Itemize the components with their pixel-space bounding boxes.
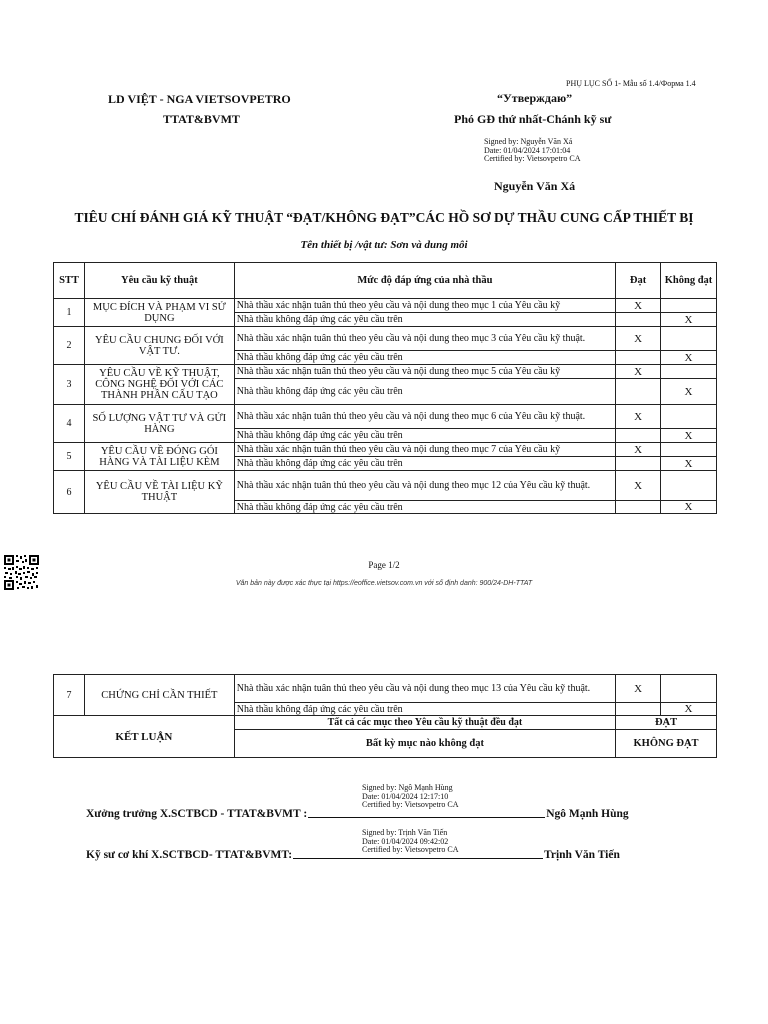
appendix-label: PHỤ LỤC SỐ 1- Mẫu số 1.4/Форма 1.4 [566, 79, 696, 88]
department: TTAT&BVMT [163, 112, 240, 126]
signature-block-approver [484, 138, 580, 164]
pass-mark: X [616, 405, 661, 429]
response-compliant: Nhà thầu xác nhận tuân thủ theo yêu cầu và nội dung theo mục 1 của Yêu cầu kỹ [234, 299, 615, 313]
conclusion-fail-result: KHÔNG ĐẠT [616, 730, 717, 758]
response-compliant: Nhà thầu xác nhận tuân thủ theo yêu cầu và nội dung theo mục 13 của Yêu cầu kỹ thuật. [234, 675, 615, 703]
signature-underline [308, 817, 545, 818]
table-header-row [54, 263, 717, 299]
org-name: LD VIỆT - NGA VIETSOVPETRO [108, 92, 291, 106]
table-row [54, 299, 717, 313]
signature-block-workshop-head [362, 784, 458, 810]
response-noncompliant: Nhà thầu không đáp ứng các yêu cầu trên [234, 429, 615, 443]
response-compliant: Nhà thầu xác nhận tuân thủ theo yêu cầu và nội dung theo mục 12 của Yêu cầu kỹ thuật. [234, 471, 615, 501]
signature-line: Certified by: Vietsovpetro CA [362, 845, 459, 854]
pass-mark: X [616, 327, 661, 351]
document-subtitle: Tên thiết bị /vật tư: Sơn và dung môi [300, 239, 468, 251]
evaluation-table [53, 262, 717, 514]
row-number: 5 [54, 443, 85, 471]
response-noncompliant: Nhà thầu không đáp ứng các yêu cầu trên [234, 379, 615, 405]
signature-line: Signed by: Trịnh Văn Tiến [362, 828, 448, 837]
response-compliant: Nhà thầu xác nhận tuân thủ theo yêu cầu và nội dung theo mục 6 của Yêu cầu kỹ thuật. [234, 405, 615, 429]
pass-mark-empty [616, 501, 661, 514]
document-title: TIÊU CHÍ ĐÁNH GIÁ KỸ THUẬT “ĐẠT/KHÔNG ĐẠT”CÁC HỒ SƠ DỰ THẦU CUNG CẤP THIẾT BỊ [74, 210, 694, 225]
row-number: 3 [54, 365, 85, 405]
response-compliant: Nhà thầu xác nhận tuân thủ theo yêu cầu và nội dung theo mục 7 của Yêu cầu kỹ [234, 443, 615, 457]
pass-mark-empty [616, 351, 661, 365]
signoff-label: Xưởng trưởng X.SCTBCD - TTAT&BVMT : [86, 808, 308, 820]
response-noncompliant: Nhà thầu không đáp ứng các yêu cầu trên [234, 501, 615, 514]
signoff-name: Trịnh Văn Tiến [544, 849, 620, 861]
requirement-cell: YÊU CẦU VỀ KỸ THUẬT, CÔNG NGHỆ ĐỐI VỚI CÁC THÀNH PHẦN CẤU TẠO [84, 365, 234, 405]
col-header-requirement: Yêu cầu kỹ thuật [84, 263, 234, 299]
approver-title: Phó GĐ thứ nhất-Chánh kỹ sư [454, 112, 612, 126]
signoff-label: Kỹ sư cơ khí X.SCTBCD- TTAT&BVMT: [86, 849, 293, 861]
pass-mark-empty [616, 429, 661, 443]
col-header-pass: Đạt [616, 263, 661, 299]
signoff-engineer [86, 849, 620, 861]
response-noncompliant: Nhà thầu không đáp ứng các yêu cầu trên [234, 351, 615, 365]
response-noncompliant: Nhà thầu không đáp ứng các yêu cầu trên [234, 703, 615, 716]
signature-line: Signed by: Nguyễn Văn Xá [484, 137, 573, 146]
fail-mark: X [661, 501, 717, 514]
row-number: 2 [54, 327, 85, 365]
row-number: 7 [54, 675, 85, 716]
fail-mark: X [661, 703, 717, 716]
requirement-cell: YÊU CẦU VỀ TÀI LIỆU KỸ THUẬT [84, 471, 234, 514]
signoff-name: Ngô Mạnh Hùng [546, 808, 629, 820]
evaluation-table-continued [53, 674, 717, 758]
fail-mark-empty [661, 675, 717, 703]
table-row [54, 471, 717, 501]
conclusion-label: KẾT LUẬN [54, 716, 235, 758]
signature-line: Date: 01/04/2024 17:01:04 [484, 145, 571, 155]
signoff-workshop-head [86, 808, 629, 820]
row-number: 4 [54, 405, 85, 443]
signature-underline [293, 858, 543, 859]
fail-mark: X [661, 313, 717, 327]
response-compliant: Nhà thầu xác nhận tuân thủ theo yêu cầu và nội dung theo mục 3 của Yêu cầu kỹ thuật. [234, 327, 615, 351]
pass-mark: X [616, 471, 661, 501]
col-header-response: Mức độ đáp ứng của nhà thầu [234, 263, 615, 299]
requirement-cell: CHỨNG CHỈ CẦN THIẾT [84, 675, 234, 716]
col-header-stt: STT [54, 263, 85, 299]
fail-mark-empty [661, 365, 717, 379]
approve-label: “Утверждаю” [497, 91, 573, 105]
pass-mark-empty [616, 703, 661, 716]
pass-mark: X [616, 443, 661, 457]
table-row [54, 327, 717, 351]
approver-name: Nguyễn Văn Xá [494, 179, 576, 193]
response-noncompliant: Nhà thầu không đáp ứng các yêu cầu trên [234, 313, 615, 327]
pass-mark: X [616, 299, 661, 313]
verification-note: Văn bản này được xác thực tại https://eoffice.vietsov.com.vn với số định danh: 900/24-DH-TTAT [235, 580, 533, 587]
fail-mark: X [661, 429, 717, 443]
pass-mark-empty [616, 457, 661, 471]
table-row [54, 365, 717, 379]
signature-line: Date: 01/04/2024 09:42:02 [362, 836, 449, 846]
requirement-cell: MỤC ĐÍCH VÀ PHẠM VI SỬ DỤNG [84, 299, 234, 327]
fail-mark-empty [661, 405, 717, 429]
conclusion-pass-criteria: Tất cả các mục theo Yêu cầu kỹ thuật đều đạt [234, 716, 615, 730]
pass-mark-empty [616, 379, 661, 405]
col-header-fail: Không đạt [661, 263, 717, 299]
pass-mark: X [616, 675, 661, 703]
fail-mark-empty [661, 327, 717, 351]
fail-mark: X [661, 457, 717, 471]
row-number: 6 [54, 471, 85, 514]
signature-line: Certified by: Vietsovpetro CA [362, 800, 459, 809]
requirement-cell: YÊU CẦU VỀ ĐÓNG GÓI HÀNG VÀ TÀI LIỆU KÈM [84, 443, 234, 471]
pass-mark: X [616, 365, 661, 379]
conclusion-pass-result: ĐẠT [616, 716, 717, 730]
pass-mark-empty [616, 313, 661, 327]
response-noncompliant: Nhà thầu không đáp ứng các yêu cầu trên [234, 457, 615, 471]
table-row [54, 675, 717, 703]
table-row [54, 405, 717, 429]
signature-line: Certified by: Vietsovpetro CA [484, 154, 581, 163]
fail-mark: X [661, 351, 717, 365]
response-compliant: Nhà thầu xác nhận tuân thủ theo yêu cầu và nội dung theo mục 5 của Yêu cầu kỹ [234, 365, 615, 379]
row-number: 1 [54, 299, 85, 327]
fail-mark-empty [661, 443, 717, 457]
fail-mark-empty [661, 299, 717, 313]
table-row [54, 443, 717, 457]
page-number: Page 1/2 [368, 560, 400, 570]
requirement-cell: YÊU CẦU CHUNG ĐỐI VỚI VẬT TƯ. [84, 327, 234, 365]
requirement-cell: SỐ LƯỢNG VẬT TƯ VÀ GỬI HÀNG [84, 405, 234, 443]
signature-line: Date: 01/04/2024 12:17:10 [362, 791, 449, 801]
signature-line: Signed by: Ngô Mạnh Hùng [362, 783, 453, 792]
fail-mark: X [661, 379, 717, 405]
fail-mark-empty [661, 471, 717, 501]
conclusion-fail-criteria: Bất kỳ mục nào không đạt [234, 730, 615, 758]
conclusion-row [54, 716, 717, 730]
